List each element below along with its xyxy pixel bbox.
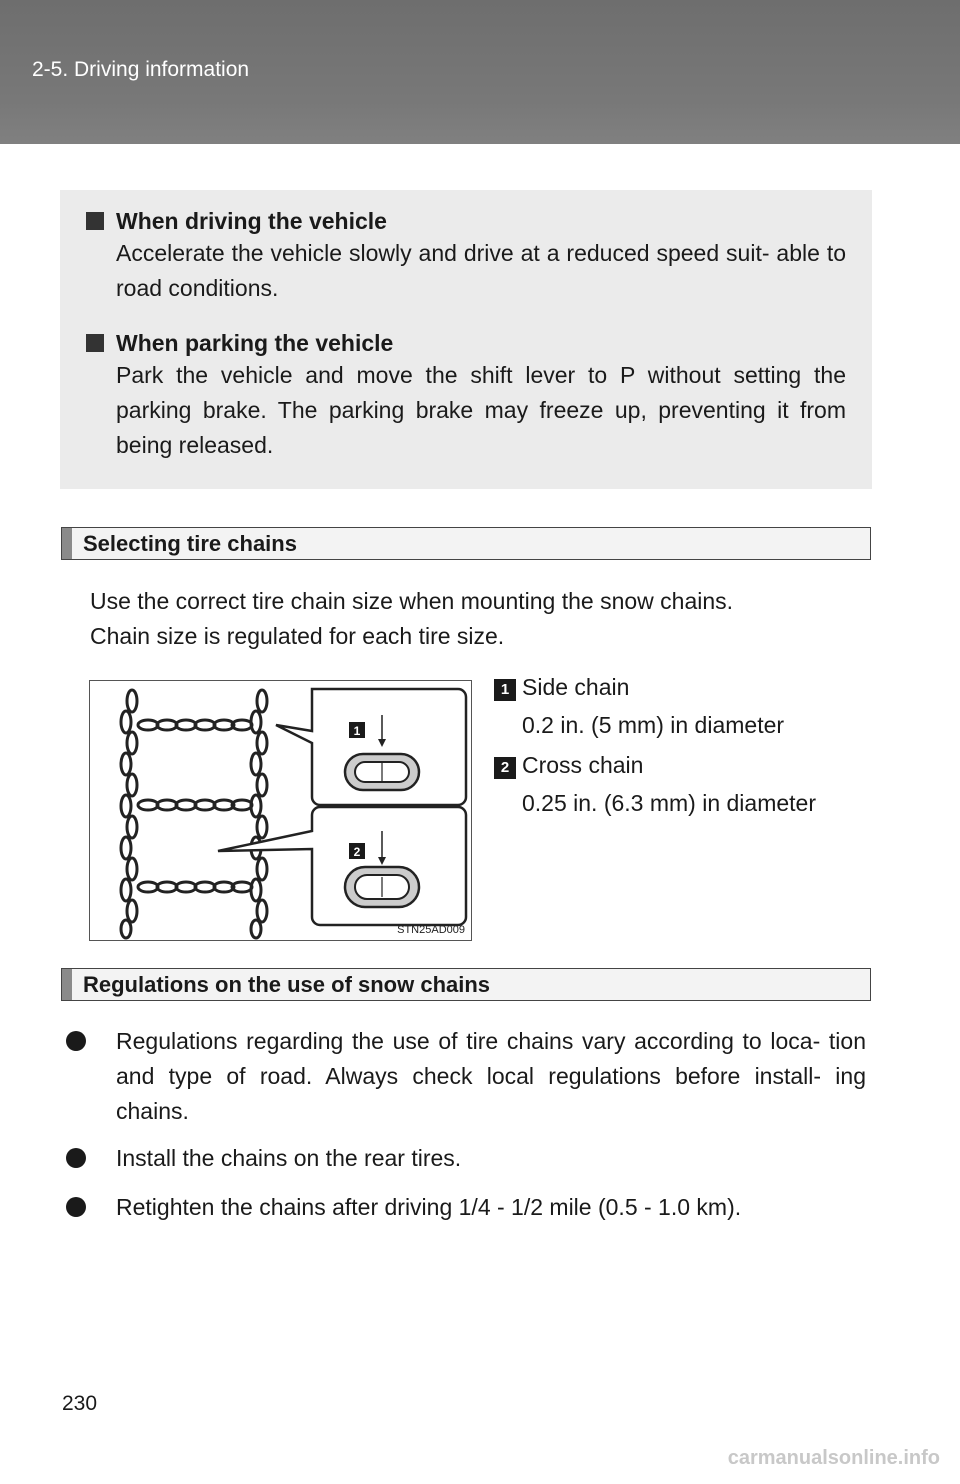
callout-side-chain	[276, 689, 466, 805]
bullet-text: Retighten the chains after driving 1/4 - 1/2 mile (0.5 - 1.0 km).	[116, 1194, 742, 1220]
watermark: carmanualsonline.info	[727, 1447, 940, 1469]
svg-text:1: 1	[353, 724, 361, 738]
intro-line-2: Chain size is regulated for each tire size.	[90, 623, 505, 649]
number-badge-2: 2	[494, 757, 516, 779]
svg-text:2: 2	[353, 845, 361, 859]
section-header-regulations	[61, 968, 871, 1001]
bullet-text: Install the chains on the rear tires.	[116, 1145, 462, 1171]
callout-cross-chain	[218, 807, 466, 925]
bullet-item	[66, 1024, 866, 1129]
number-badge-1: 1	[494, 679, 516, 701]
section-breadcrumb: 2-5. Driving information	[32, 58, 250, 81]
legend-label: Cross chain	[522, 752, 644, 778]
left-side-chain	[121, 690, 137, 938]
legend-detail: 0.2 in. (5 mm) in diameter	[522, 712, 785, 738]
section-title: Selecting tire chains	[83, 531, 297, 556]
note-heading: When driving the vehicle	[116, 208, 387, 234]
square-bullet-icon	[86, 212, 104, 230]
note-box	[60, 190, 872, 489]
section-header-tire-chains	[61, 527, 871, 560]
note-parking	[86, 328, 846, 463]
note-text: Accelerate the vehicle slowly and drive at a reduced speed suit- able to road conditions.	[116, 240, 846, 301]
legend-cross-chain	[494, 746, 816, 822]
bullet-text: Regulations regarding the use of tire chains vary according to loca- tion and type of road. Always check local regulations before install- ing chains.	[116, 1028, 866, 1124]
square-bullet-icon	[86, 334, 104, 352]
legend-detail: 0.25 in. (6.3 mm) in diameter	[522, 790, 817, 816]
note-driving	[86, 206, 846, 306]
note-text: Park the vehicle and move the shift lever to P without setting the parking brake. The parking brake may freeze up, preventing it from being released.	[116, 362, 846, 458]
cross-chain-1	[138, 720, 252, 730]
note-heading: When parking the vehicle	[116, 330, 394, 356]
right-side-chain	[251, 690, 267, 938]
section-title: Regulations on the use of snow chains	[83, 972, 491, 997]
legend-label: Side chain	[522, 674, 630, 700]
tire-chain-illustration	[90, 681, 471, 940]
bullet-item	[66, 1141, 866, 1176]
page-number: 230	[62, 1392, 98, 1415]
bullet-dot-icon	[66, 1031, 86, 1051]
legend-side-chain	[494, 668, 784, 744]
bullet-item	[66, 1190, 866, 1225]
cross-chain-2	[138, 800, 252, 810]
cross-chain-3	[138, 882, 252, 892]
intro-line-1: Use the correct tire chain size when mounting the snow chains.	[90, 588, 734, 614]
header-band	[0, 0, 960, 144]
figure-code: STN25AD009	[397, 924, 465, 936]
bullet-dot-icon	[66, 1148, 86, 1168]
tire-chain-figure	[89, 680, 472, 941]
bullet-dot-icon	[66, 1197, 86, 1217]
